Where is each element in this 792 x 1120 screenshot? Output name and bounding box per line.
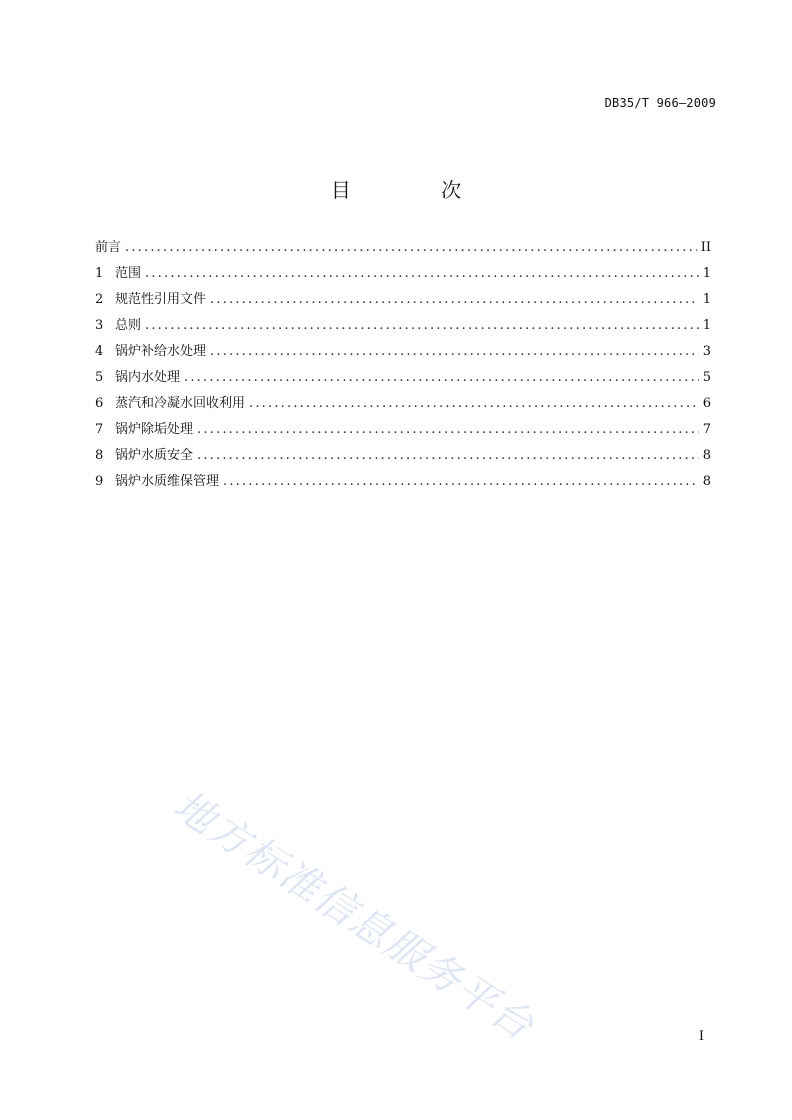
toc-dot-leader (145, 266, 699, 281)
toc-entry-number: 9 (95, 474, 104, 489)
watermark: 地方标准信息服务平台 (165, 782, 543, 1050)
toc-entry-maintenance-management[interactable] (95, 470, 711, 496)
document-code: DB35/T 966—2009 (604, 96, 716, 110)
toc-entry-page: 3 (702, 344, 711, 359)
toc-entry-page: 7 (702, 422, 711, 437)
toc-dot-leader (125, 240, 697, 255)
toc-entry-number: 4 (95, 344, 104, 359)
toc-entry-number: 3 (95, 318, 104, 333)
toc-entry-label: 锅炉水质维保管理 (115, 474, 220, 489)
toc-entry-label: 总则 (115, 318, 142, 333)
toc-entry-internal-water[interactable] (95, 366, 711, 392)
toc-dot-leader (210, 344, 699, 359)
toc-entry-number: 5 (95, 370, 104, 385)
toc-entry-page: 1 (702, 266, 711, 281)
toc-entry-page: 5 (702, 370, 711, 385)
toc-entry-water-safety[interactable] (95, 444, 711, 470)
toc-entry-label: 规范性引用文件 (115, 292, 207, 307)
toc-entry-page: 1 (702, 292, 711, 307)
toc-dot-leader (197, 448, 699, 463)
toc-entry-page: 6 (702, 396, 711, 411)
toc-entry-label: 范围 (115, 266, 142, 281)
toc-entry-label: 锅内水处理 (115, 370, 181, 385)
toc-entry-label: 锅炉补给水处理 (115, 344, 207, 359)
toc-entry-descaling[interactable] (95, 418, 711, 444)
toc-dot-leader (145, 318, 699, 333)
toc-entry-label: 锅炉除垢处理 (115, 422, 194, 437)
toc-entry-number: 1 (95, 266, 104, 281)
toc-entry-number: 2 (95, 292, 104, 307)
toc-entry-normative-references[interactable] (95, 288, 711, 314)
toc-entry-general-principles[interactable] (95, 314, 711, 340)
toc-entry-label: 前言 (95, 240, 122, 255)
toc-entry-label: 蒸汽和冷凝水回收利用 (115, 396, 246, 411)
page-number: I (698, 1029, 704, 1044)
toc-entry-page: II (700, 240, 711, 255)
toc-entry-number: 8 (95, 448, 104, 463)
toc-entry-scope[interactable] (95, 262, 711, 288)
toc-entry-number: 6 (95, 396, 104, 411)
toc-entry-steam-condensate[interactable] (95, 392, 711, 418)
toc-entry-foreword[interactable] (95, 236, 711, 262)
toc-entry-page: 8 (702, 474, 711, 489)
toc-dot-leader (197, 422, 699, 437)
toc-entry-label: 锅炉水质安全 (115, 448, 194, 463)
toc-dot-leader (249, 396, 699, 411)
toc-entry-number: 7 (95, 422, 104, 437)
toc-entry-page: 1 (702, 318, 711, 333)
toc-dot-leader (223, 474, 699, 489)
toc-entry-makeup-water[interactable] (95, 340, 711, 366)
toc-dot-leader (184, 370, 699, 385)
toc-title: 目 次 (330, 178, 504, 202)
toc-entry-page: 8 (702, 448, 711, 463)
toc-dot-leader (210, 292, 699, 307)
table-of-contents (95, 236, 711, 496)
